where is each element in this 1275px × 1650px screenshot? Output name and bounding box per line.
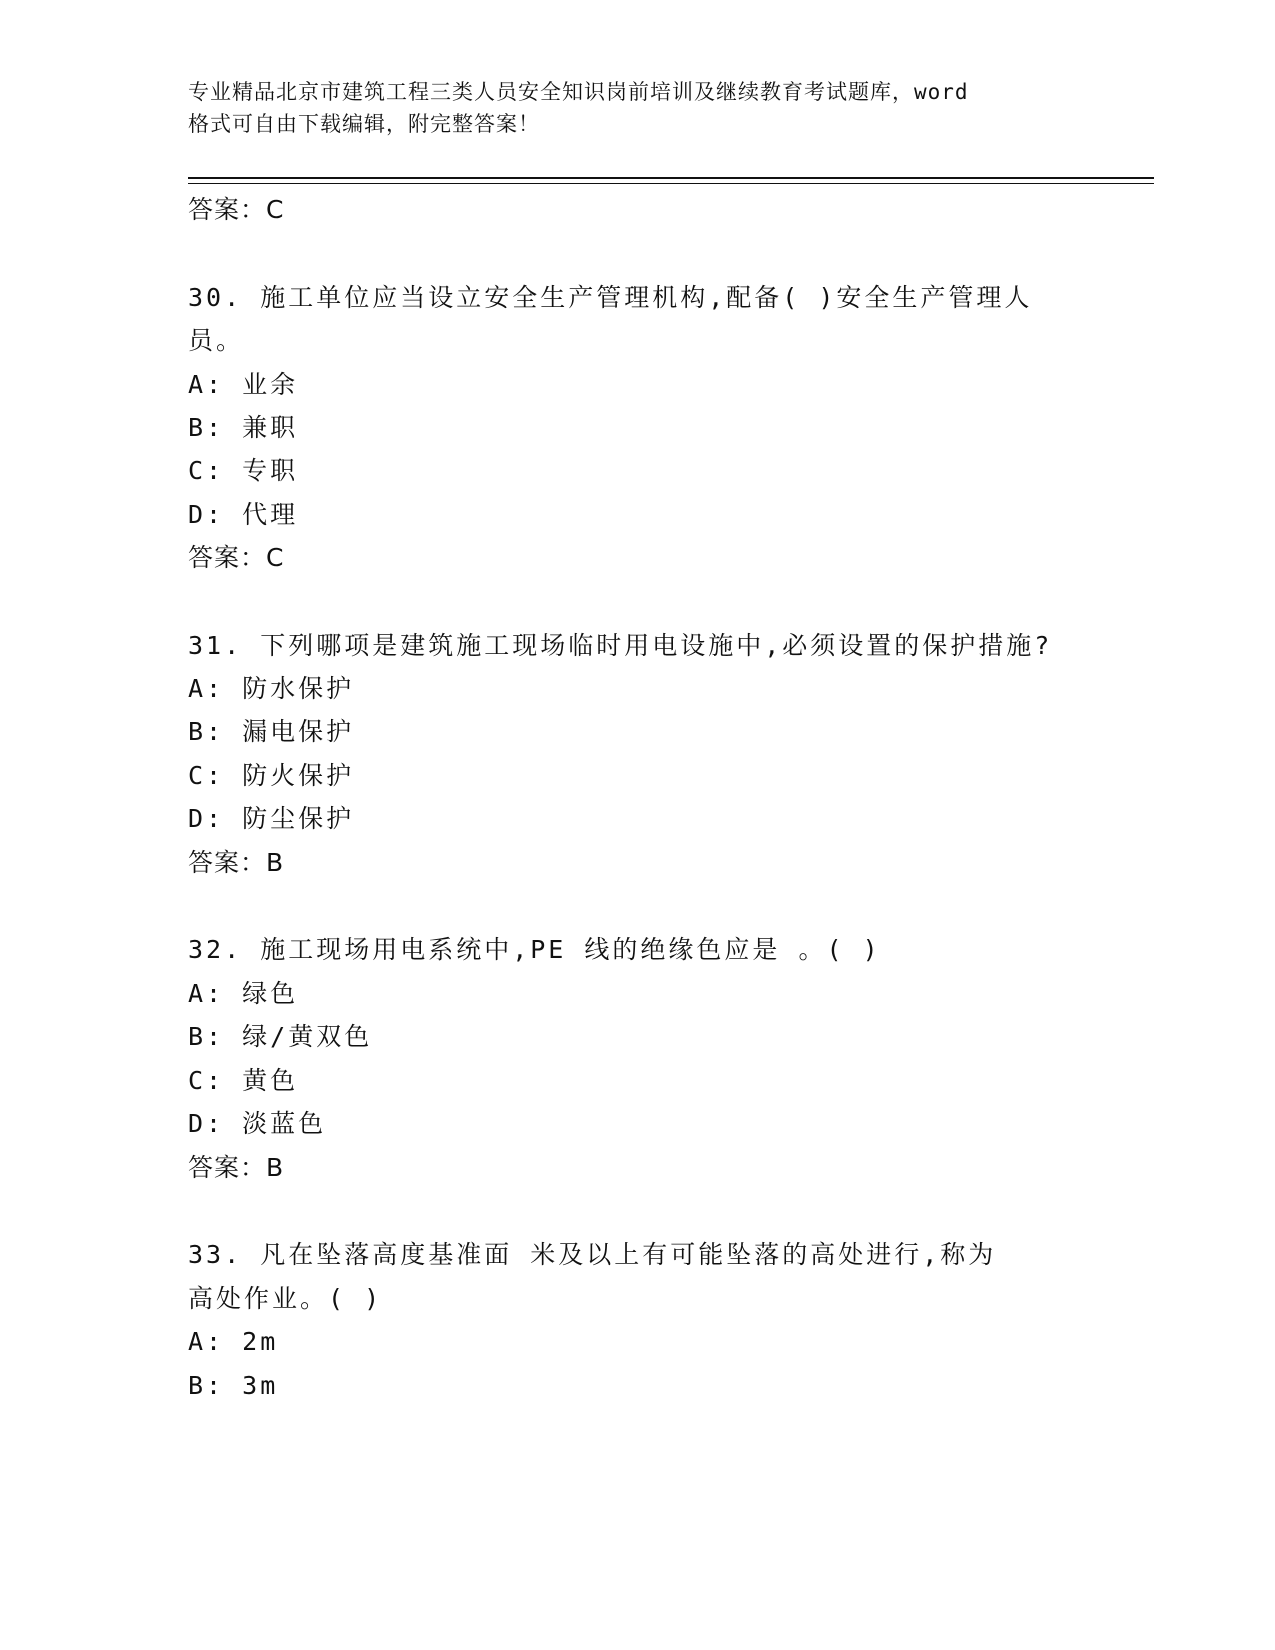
question-31-answer: 答案：B <box>188 848 285 877</box>
question-31-option-d: D: 防尘保护 <box>188 804 355 833</box>
previous-answer: 答案：C <box>188 195 285 224</box>
question-31-stem-line-1: 31. 下列哪项是建筑施工现场临时用电设施中,必须设置的保护措施? <box>188 631 1053 660</box>
question-32-option-c: C: 黄色 <box>188 1066 299 1095</box>
question-32-option-b: B: 绿/黄双色 <box>188 1022 373 1051</box>
question-32-option-d: D: 淡蓝色 <box>188 1109 327 1138</box>
question-33-option-b: B: 3m <box>188 1371 279 1400</box>
question-32-answer: 答案：B <box>188 1153 285 1182</box>
question-30-option-d: D: 代理 <box>188 500 299 529</box>
header-line-1: 专业精品北京市建筑工程三类人员安全知识岗前培训及继续教育考试题库，word <box>188 80 969 104</box>
question-30-answer: 答案：C <box>188 543 285 572</box>
question-30-option-a: A: 业余 <box>188 370 299 399</box>
question-33-stem-line-1: 33. 凡在坠落高度基准面 米及以上有可能坠落的高处进行,称为 <box>188 1240 997 1269</box>
question-31-option-a: A: 防水保护 <box>188 674 355 703</box>
question-31-option-b: B: 漏电保护 <box>188 717 355 746</box>
question-30-stem-line-2: 员。 <box>188 326 245 355</box>
document-header <box>188 76 1068 140</box>
header-line-2: 格式可自由下载编辑，附完整答案！ <box>188 112 540 136</box>
header-divider-thick <box>188 177 1154 179</box>
question-30-option-b: B: 兼职 <box>188 413 299 442</box>
question-33-stem-line-2: 高处作业。( ) <box>188 1284 383 1313</box>
question-32-stem-line-1: 32. 施工现场用电系统中,PE 线的绝缘色应是 。( ) <box>188 935 881 964</box>
question-32-option-a: A: 绿色 <box>188 979 299 1008</box>
header-divider-thin <box>188 183 1154 184</box>
question-31-option-c: C: 防火保护 <box>188 761 355 790</box>
question-30-option-c: C: 专职 <box>188 456 299 485</box>
question-33-option-a: A: 2m <box>188 1327 279 1356</box>
question-30-stem-line-1: 30. 施工单位应当设立安全生产管理机构,配备( )安全生产管理人 <box>188 283 1033 312</box>
